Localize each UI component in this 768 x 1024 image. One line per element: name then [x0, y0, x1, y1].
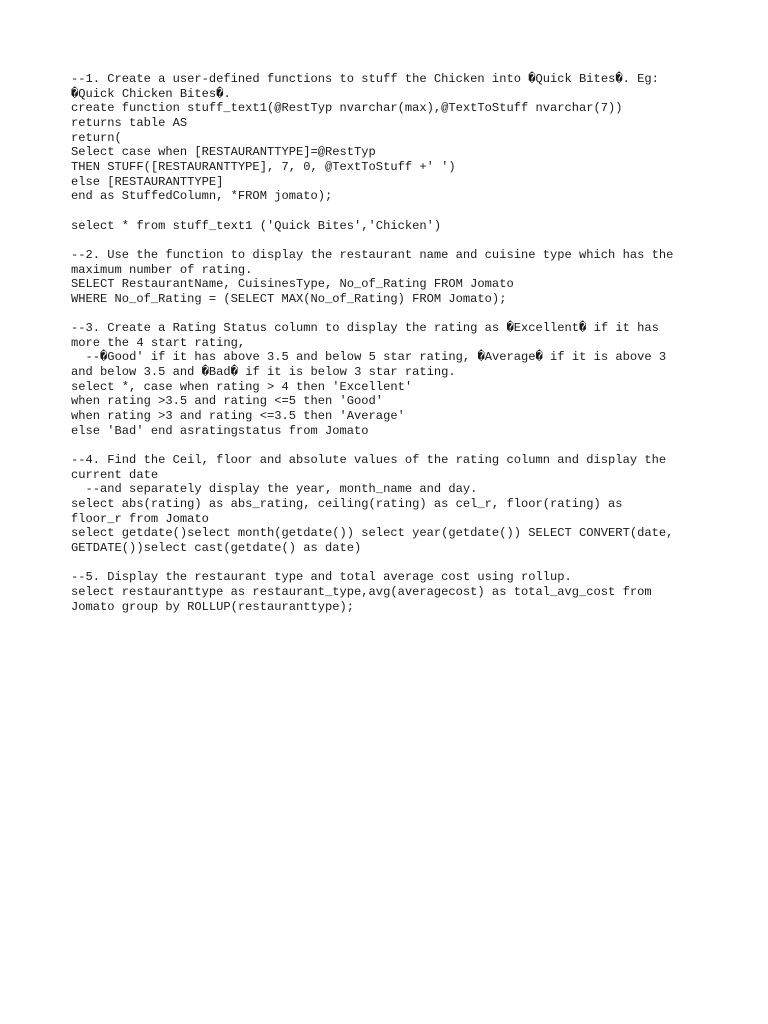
blank-line: [71, 556, 711, 571]
code-line: else [RESTAURANTTYPE]: [71, 174, 224, 189]
blank-line: [71, 438, 711, 453]
code-line: create function stuff_text1(@RestTyp nvarchar(max),@TextToStuff nvarchar(7)): [71, 101, 623, 116]
code-line: current date: [71, 467, 159, 482]
code-line: --2. Use the function to display the restaurant name and cuisine type which has the: [71, 247, 674, 262]
code-line: return(: [71, 130, 122, 145]
code-line: --and separately display the year, month_name and day.: [71, 482, 478, 497]
code-line: end as StuffedColumn, *FROM jomato);: [71, 189, 333, 204]
code-line: more the 4 start rating,: [71, 335, 246, 350]
code-line: --3. Create a Rating Status column to display the rating as �Excellent� if it has: [71, 321, 659, 336]
code-line: else 'Bad' end asratingstatus from Jomato: [71, 423, 369, 438]
code-line: select getdate()select month(getdate()) select year(getdate()) SELECT CONVERT(date,: [71, 526, 674, 541]
code-line: floor_r from Jomato: [71, 511, 209, 526]
sql-code-text: [71, 72, 711, 614]
code-line: select restauranttype as restaurant_type,avg(averagecost) as total_avg_cost from: [71, 584, 652, 599]
code-line: WHERE No_of_Rating = (SELECT MAX(No_of_Rating) FROM Jomato);: [71, 291, 507, 306]
code-line: returns table AS: [71, 115, 188, 130]
code-line: --5. Display the restaurant type and total average cost using rollup.: [71, 570, 572, 585]
blank-line: [71, 204, 711, 219]
code-line: select abs(rating) as abs_rating, ceiling(rating) as cel_r, floor(rating) as: [71, 497, 623, 512]
code-line: --�Good' if it has above 3.5 and below 5 star rating, �Average� if it is above 3: [71, 350, 667, 365]
code-line: maximum number of rating.: [71, 262, 253, 277]
code-line: SELECT RestaurantName, CuisinesType, No_of_Rating FROM Jomato: [71, 277, 514, 292]
blank-line: [71, 307, 711, 322]
code-line: and below 3.5 and �Bad� if it is below 3 star rating.: [71, 365, 456, 380]
code-line: --1. Create a user-defined functions to stuff the Chicken into �Quick Bites�. Eg:: [71, 72, 659, 86]
code-line: GETDATE())select cast(getdate() as date): [71, 541, 362, 555]
code-line: �Quick Chicken Bites�.: [71, 86, 231, 101]
code-line: Jomato group by ROLLUP(restauranttype);: [71, 599, 355, 614]
blank-line: [71, 233, 711, 248]
code-line: --4. Find the Ceil, floor and absolute values of the rating column and display the: [71, 453, 667, 468]
code-line: select *, case when rating > 4 then 'Excellent': [71, 379, 413, 394]
code-line: THEN STUFF([RESTAURANTTYPE], 7, 0, @TextToStuff +' '): [71, 159, 456, 174]
code-line: when rating >3 and rating <=3.5 then 'Average': [71, 409, 405, 424]
code-line: Select case when [RESTAURANTTYPE]=@RestTyp: [71, 145, 376, 160]
code-line: select * from stuff_text1 ('Quick Bites','Chicken'): [71, 218, 442, 233]
code-line: when rating >3.5 and rating <=5 then 'Good': [71, 394, 384, 409]
